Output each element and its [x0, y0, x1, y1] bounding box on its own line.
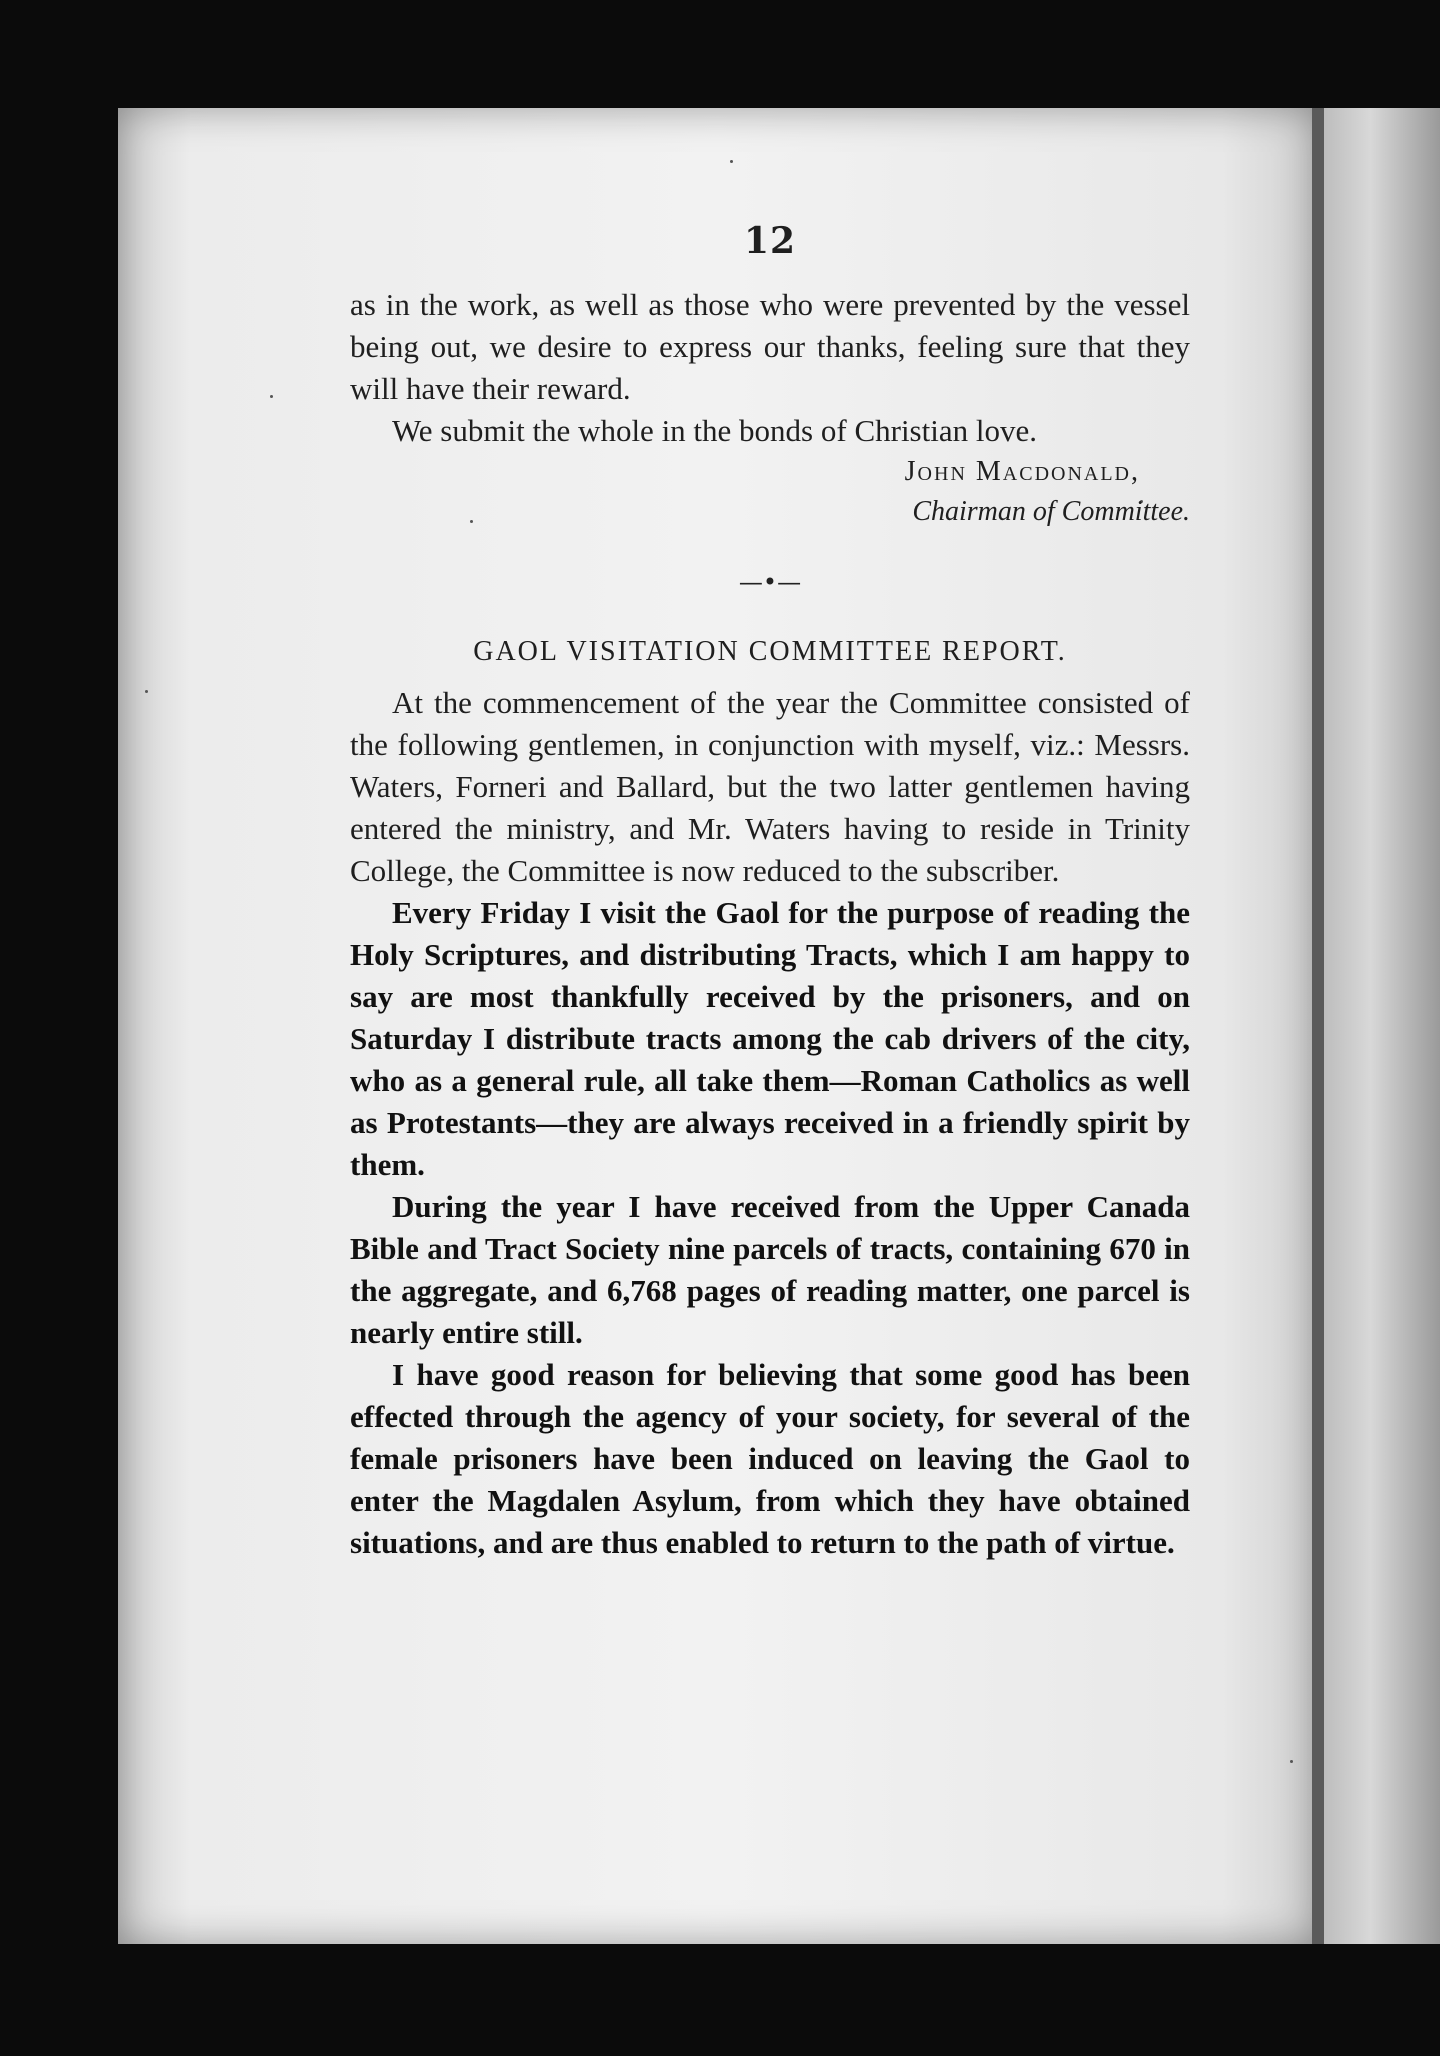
section-divider: —•—	[738, 568, 802, 596]
report-paragraph: At the commencement of the year the Committee consisted of the following gentlemen, in conjunction with myself, viz.: Messrs. Waters, Forneri and Ballard, but the two latter gentlemen having entered the ministry, and Mr. Waters having to reside in Trinity College, the Committee is now reduced to the subscriber.	[350, 685, 1190, 888]
signature-title: Chairman of Committee.	[912, 496, 1190, 527]
page-number: 12	[743, 220, 797, 262]
signature-name: John Macdonald,	[904, 456, 1140, 487]
report-title: GAOL VISITATION COMMITTEE REPORT.	[473, 636, 1067, 667]
report-paragraph: During the year I have received from the Upper Canada Bible and Tract Society nine parcels of tracts, containing 670 in the aggregate, and 6,768 pages of reading matter, one parcel is nearly entire still.	[350, 1189, 1190, 1350]
page-text	[350, 220, 1190, 1564]
report-paragraph: I have good reason for believing that some good has been effected through the agency of your society, for several of the female prisoners have been induced on leaving the Gaol to enter the Magdalen Asylum, from which they have obtained situations, and are thus enabled to return to the path of virtue.	[350, 1357, 1190, 1560]
page-gutter	[1312, 108, 1324, 1944]
report-paragraph: Every Friday I visit the Gaol for the purpose of reading the Holy Scriptures, and distributing Tracts, which I am happy to say are most thankfully received by the prisoners, and on Saturday I distribute tracts among the cab drivers of the city, who as a general rule, all take them—Roman Catholics as well as Protestants—they are always received in a friendly spirit by them.	[350, 895, 1190, 1182]
adjacent-page-edge	[1324, 108, 1440, 1944]
paragraph-continuation: as in the work, as well as those who were prevented by the vessel being out, we desire to express our thanks, feeling sure that they will have their reward.	[350, 287, 1190, 406]
paragraph-closing: We submit the whole in the bonds of Christian love.	[392, 413, 1037, 448]
